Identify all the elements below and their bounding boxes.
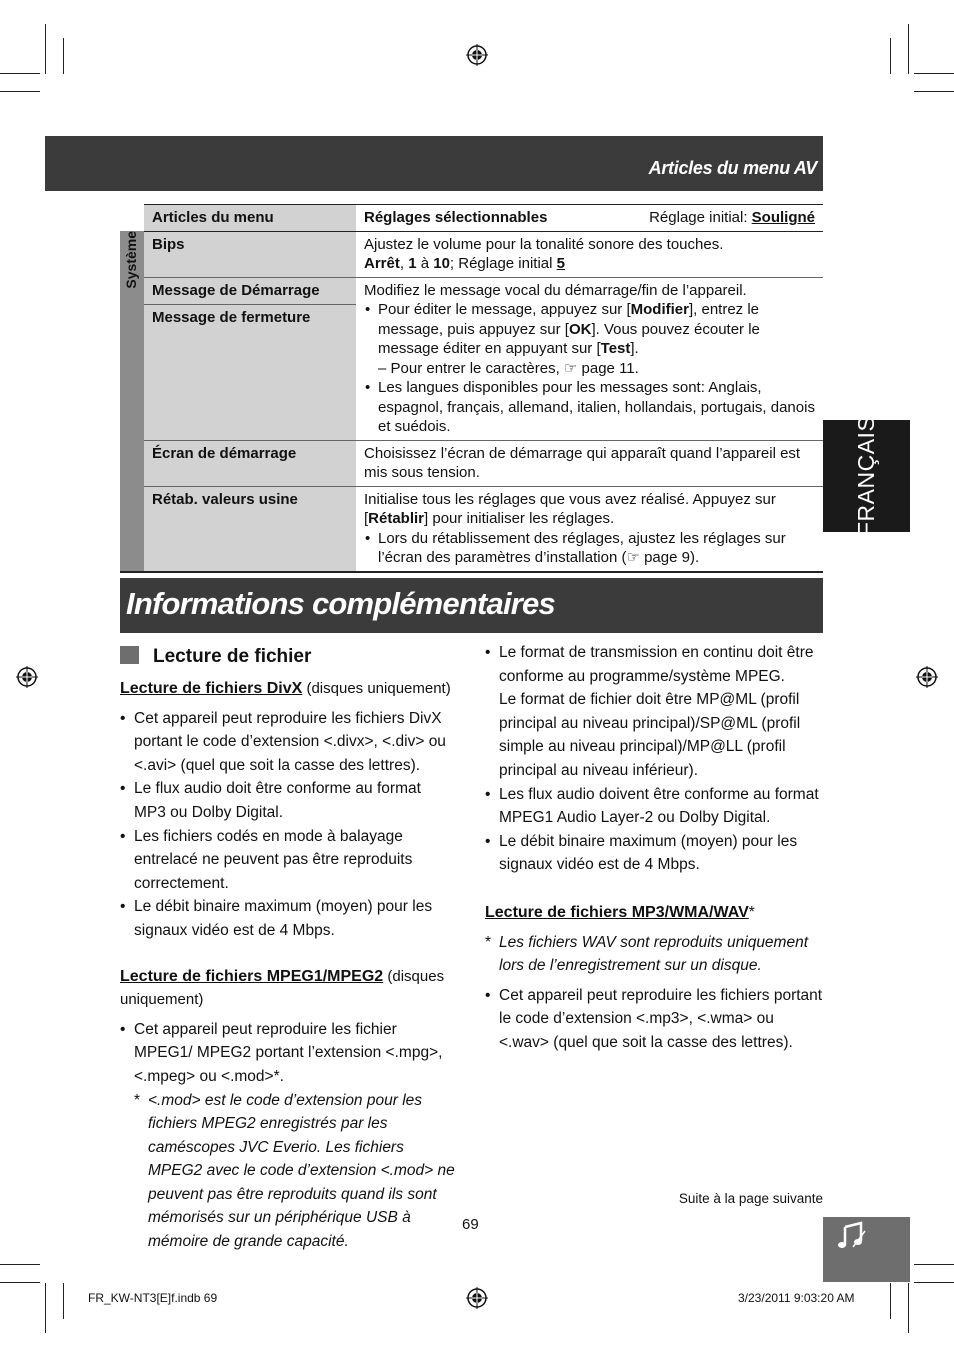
text: ], entrez le message, puis appuyez sur [ bbox=[378, 301, 760, 338]
registration-mark-icon bbox=[466, 1287, 488, 1309]
music-tab bbox=[823, 1217, 910, 1282]
mp3-list bbox=[485, 984, 823, 1055]
list-item bbox=[378, 300, 815, 378]
crop-mark bbox=[0, 91, 40, 92]
divx-note: (disques uniquement) bbox=[302, 680, 451, 697]
crop-mark bbox=[890, 38, 891, 74]
item-message-end: Message de fermeture bbox=[152, 309, 311, 326]
settings-header-label: Réglages sélectionnables bbox=[364, 209, 548, 226]
continue-text: Suite à la page suivante bbox=[678, 1191, 823, 1206]
crop-mark bbox=[45, 24, 46, 74]
crop-mark bbox=[914, 73, 954, 74]
dash-note: – Pour entrer le caractères, ☞ page 11. bbox=[378, 359, 639, 377]
divx-list bbox=[120, 707, 455, 943]
item-message-start: Message de Démarrage bbox=[144, 278, 356, 306]
table-row bbox=[120, 277, 823, 440]
divx-title: Lecture de fichiers DivX bbox=[120, 680, 303, 697]
item-bips: Bips bbox=[144, 231, 356, 277]
crop-mark bbox=[914, 91, 954, 92]
group-label: Système bbox=[123, 231, 140, 289]
divx-heading bbox=[120, 677, 455, 701]
page-number: 69 bbox=[462, 1216, 479, 1233]
retab-bullets bbox=[364, 529, 815, 568]
retablir-key: Rétablir bbox=[368, 510, 425, 527]
registration-mark-icon bbox=[916, 666, 938, 688]
item-extra: Le format de fichier doit être MP@ML (profil principal au niveau principal)/SP@ML (profil simple au niveau principal)/MP@LL (profil principal au niveau inférieur). bbox=[499, 691, 801, 779]
language-tab-label: FRANÇAIS bbox=[853, 415, 879, 537]
item-ecran: Écran de démarrage bbox=[144, 440, 356, 486]
initial-word: Souligné bbox=[751, 209, 815, 226]
list-item: • Lors du rétablissement des réglages, ajustez les réglages sur l’écran des paramètres d’installation (☞ page 9). bbox=[378, 529, 815, 568]
initial-setting-legend bbox=[649, 208, 815, 228]
mpeg-note: (disques uniquement) bbox=[120, 967, 445, 1009]
item-text: Le format de transmission en continu doit être conforme au programme/système MPEG. bbox=[499, 644, 814, 685]
mpeg-title: Lecture de fichiers MPEG1/MPEG2 bbox=[120, 967, 384, 985]
subsection-title: Lecture de fichier bbox=[153, 646, 312, 667]
crop-mark bbox=[908, 1283, 909, 1333]
list-item: • Le débit binaire maximum (moyen) pour les signaux vidéo est de 4 Mbps. bbox=[499, 830, 823, 877]
crop-mark bbox=[0, 1264, 40, 1265]
crop-mark bbox=[890, 1283, 891, 1319]
retab-text bbox=[364, 490, 815, 529]
crop-mark bbox=[63, 38, 64, 74]
mpeg-footnote: * <.mod> est le code d’extension pour les fichiers MPEG2 enregistrés par les caméscopes JVC Everio. Les fichiers MPEG2 avec le code d’extension <.mod> ne peuvent pas être reproduits quand ils sont mémorisés sur un périphérique USB à mémoire de grande capacité. bbox=[134, 1089, 455, 1254]
text: ]. Vous pouvez écouter le message éditer en appuyant sur [ bbox=[378, 320, 760, 357]
table-header-settings bbox=[356, 205, 823, 232]
text: Pour éditer le message, appuyez sur [ bbox=[378, 301, 631, 318]
table-row bbox=[120, 440, 823, 486]
mp3-footnote: * Les fichiers WAV sont reproduits uniquement lors de l’enregistrement sur un disque. bbox=[485, 931, 823, 978]
bips-options bbox=[364, 254, 815, 274]
test-key: Test bbox=[600, 340, 631, 357]
table-row bbox=[120, 231, 823, 277]
language-tab bbox=[823, 415, 910, 537]
list-item: • Le flux audio doit être conforme au format MP3 ou Dolby Digital. bbox=[134, 777, 455, 824]
opt-1: 1 bbox=[408, 255, 417, 272]
music-notes-icon bbox=[837, 1221, 867, 1251]
subsection-heading bbox=[120, 646, 311, 668]
list-item bbox=[134, 1018, 455, 1254]
mpeg-format-list bbox=[485, 641, 823, 877]
list-item: • Le débit binaire maximum (moyen) pour les signaux vidéo est de 4 Mbps. bbox=[134, 895, 455, 942]
setting-ecran: Choisissez l’écran de démarrage qui apparaît quand l’appareil est mis sous tension. bbox=[356, 440, 823, 486]
section-title-bar bbox=[120, 578, 823, 633]
mp3-title: Lecture de fichiers MP3/WMA/WAV bbox=[485, 903, 749, 921]
mp3-star: * bbox=[748, 903, 755, 921]
crop-mark bbox=[0, 73, 40, 74]
setting-retab bbox=[356, 486, 823, 572]
section-header-title: Articles du menu AV bbox=[648, 158, 817, 178]
list-item: • Les langues disponibles pour les messages sont: Anglais, espagnol, français, allemand, italien, hollandais, portugais, danois et suédois. bbox=[378, 378, 815, 437]
section-header-bar bbox=[45, 136, 823, 191]
ok-key: OK bbox=[568, 320, 592, 338]
item-message bbox=[144, 277, 356, 440]
mpeg-item-text: Cet appareil peut reproduire les fichier MPEG1/ MPEG2 portant l’extension <.mpg>, <.mpeg> ou <.mod>*. bbox=[134, 1020, 443, 1085]
mpeg-heading bbox=[120, 965, 455, 1012]
footer-date: 3/23/2011 9:03:20 AM bbox=[738, 1291, 855, 1305]
item-retab: Rétab. valeurs usine bbox=[144, 486, 356, 572]
list-item: • Les fichiers codés en mode à balayage entrelacé ne peuvent pas être reproduits correctement. bbox=[134, 825, 455, 896]
settings-table bbox=[120, 204, 823, 573]
square-bullet-icon bbox=[120, 646, 139, 664]
modifier-key: Modifier bbox=[630, 301, 689, 318]
opt-5: 5 bbox=[556, 255, 565, 272]
bips-description: Ajustez le volume pour la tonalité sonore des touches. bbox=[364, 235, 724, 253]
left-column bbox=[120, 677, 455, 1254]
sep: , bbox=[399, 255, 409, 272]
crop-mark bbox=[908, 24, 909, 74]
mpeg-list bbox=[120, 1018, 455, 1254]
table-header-row bbox=[120, 205, 823, 232]
crop-mark bbox=[914, 1264, 954, 1265]
list-item: • Les flux audio doivent être conforme au format MPEG1 Audio Layer-2 ou Dolby Digital. bbox=[499, 783, 823, 830]
opt-arret: Arrêt bbox=[364, 255, 400, 272]
message-intro: Modifiez le message vocal du démarrage/fin de l’appareil. bbox=[364, 281, 747, 299]
sep: à bbox=[416, 255, 434, 272]
list-item: • Cet appareil peut reproduire les fichiers portant le code d’extension <.mp3>, <.wma> ou <.wav> (quel que soit la casse des lettres). bbox=[499, 984, 823, 1055]
initial-prefix: Réglage initial: bbox=[649, 209, 752, 226]
opt-10: 10 bbox=[433, 255, 450, 272]
list-item: • Cet appareil peut reproduire les fichiers DivX portant le code d’extension <.divx>, <.div> ou <.avi> (quel que soit la casse des lettres). bbox=[134, 707, 455, 778]
table-row bbox=[120, 486, 823, 572]
section-title: Informations complémentaires bbox=[126, 586, 555, 621]
message-bullets bbox=[364, 300, 815, 437]
crop-mark bbox=[45, 1283, 46, 1333]
footer-file: FR_KW-NT3[E]f.indb 69 bbox=[88, 1291, 218, 1305]
registration-mark-icon bbox=[16, 666, 38, 688]
group-label-cell bbox=[120, 231, 144, 572]
crop-mark bbox=[914, 1282, 954, 1283]
text: ]. bbox=[630, 340, 639, 357]
setting-bips bbox=[356, 231, 823, 277]
crop-mark bbox=[63, 1283, 64, 1319]
list-item bbox=[499, 641, 823, 783]
registration-mark-icon bbox=[466, 44, 488, 66]
mp3-heading bbox=[485, 901, 823, 925]
text: Initialise tous les réglages que vous avez réalisé. Appuyez sur [ bbox=[364, 490, 776, 527]
text: ] pour initialiser les réglages. bbox=[424, 510, 615, 527]
table-header-item: Articles du menu bbox=[144, 205, 356, 232]
sep: ; Réglage initial bbox=[449, 255, 557, 272]
crop-mark bbox=[0, 1282, 40, 1283]
setting-message bbox=[356, 277, 823, 440]
table-header-spacer bbox=[120, 205, 144, 232]
right-column bbox=[485, 641, 823, 1055]
